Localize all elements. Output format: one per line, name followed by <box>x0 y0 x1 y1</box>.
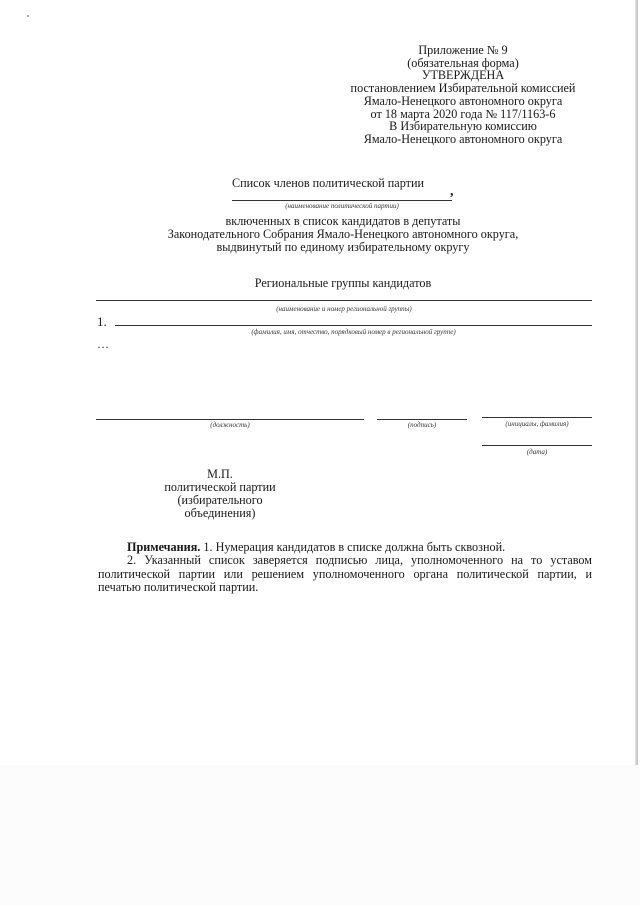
title-line-1: включенных в список кандидатов в депутаты <box>225 214 461 228</box>
party-name-line[interactable] <box>232 200 452 201</box>
notes-block <box>98 541 592 594</box>
resolution-date-number: от 18 марта 2020 года № 117/1163-6 <box>370 106 556 121</box>
approval-block <box>330 44 596 146</box>
form-type: (обязательная форма) <box>407 55 519 70</box>
title-line-2: Законодательного Собрания Ямало-Ненецкого автономного округа, <box>167 227 519 241</box>
stamp-association-1: (избирательного <box>177 493 263 507</box>
note-1-text: 1. Нумерация кандидатов в списке должна быть сквозной. <box>200 540 506 554</box>
party-name-caption: (наименование политической партии) <box>285 202 399 210</box>
addressee-region: Ямало-Ненецкого автономного округа <box>363 131 563 146</box>
note-2: 2. Указанный список заверяется подписью лица, уполномоченного на то уставом политической партии или решением уполномоченного органа политической партии, и печатью политической партии. <box>98 553 592 594</box>
stamp-party: политической партии <box>164 480 276 494</box>
signature-caption: (подпись) <box>407 421 437 429</box>
continuation-ellipsis: … <box>97 337 109 351</box>
list-title: Список членов политической партии <box>231 176 425 190</box>
stamp-mp: М.П. <box>207 467 233 481</box>
regional-groups-heading: Региональные группы кандидатов <box>254 276 432 290</box>
approved-label: УТВЕРЖДЕНА <box>421 68 505 83</box>
regional-group-caption: (наименование и номер региональной группы) <box>276 305 412 313</box>
title-line-3: выдвинутый по единому избирательному округу <box>216 240 470 254</box>
date-line[interactable] <box>482 445 592 446</box>
scan-speck <box>27 15 29 17</box>
candidate-line[interactable] <box>115 325 592 326</box>
candidate-caption: (фамилия, имя, отчество, порядковый номер в региональной группе) <box>251 328 456 336</box>
addressee: В Избирательную комиссию <box>389 119 537 134</box>
date-caption: (дата) <box>526 448 548 456</box>
position-caption: (должность) <box>210 421 250 429</box>
stamp-association-2: объединения) <box>184 506 256 520</box>
position-line[interactable] <box>96 419 364 420</box>
signature-line[interactable] <box>377 419 467 420</box>
note-1 <box>98 541 592 554</box>
empty-area-below-page <box>0 765 640 905</box>
resolution-text: постановлением Избирательной комиссией <box>350 81 576 96</box>
appendix-number: Приложение № 9 <box>418 43 508 57</box>
initials-line[interactable] <box>482 417 592 418</box>
regional-group-line[interactable] <box>96 300 592 301</box>
notes-label: Примечания. <box>127 540 201 554</box>
initials-caption: (инициалы, фамилия) <box>505 420 569 428</box>
resolution-region: Ямало-Ненецкого автономного округа <box>363 93 563 108</box>
party-name-comma: , <box>450 184 454 199</box>
candidate-number: 1. <box>97 314 107 329</box>
